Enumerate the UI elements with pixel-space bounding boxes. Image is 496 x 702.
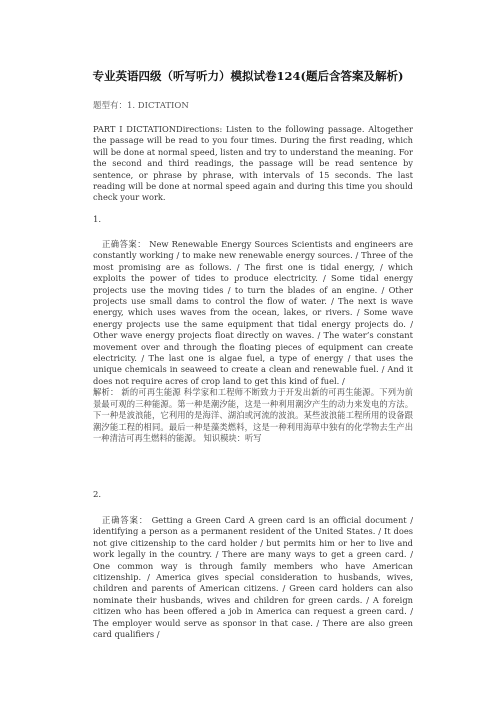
answer-label: 正确答案： — [102, 515, 149, 525]
question-2-number: 2. — [93, 490, 102, 500]
question-1-block — [93, 239, 413, 444]
document-title: 专业英语四级（听写听力）模拟试卷124(题后含答案及解析) — [92, 69, 404, 83]
analysis-text: 新的可再生能源 科学家和工程师不断致力于开发出新的可再生能源。下列为前景最可观的三种能源。第一种是潮汐能，这是一种利用潮汐产生的动力来发电的方法。下一种是波浪能，它利用的是海洋、湖泊或河流的波浪。某些波浪能工程所用的设备跟潮汐能工程的相同。最后一种是藻类燃料，这是一种利用海草中独有的化学物去生产出一种清洁可再生燃料的能源。 — [93, 387, 413, 443]
answer-text: New Renewable Energy Sources Scientists and engineers are constantly working / to make new renewable energy sources. / Three of the most promising are as follows. / The first one is tidal energy, / which exploits the power of tides to produce electricity. / Some tidal energy projects use the moving tides / to turn the blades of an engine. / Other projects use small dams to control the flow of water. / The next is wave energy, which uses waves from the ocean, lakes, or rivers. / Some wave energy projects use the same equipment that tidal energy projects do. / Other wave energy projects float directly on waves. / The water’s constant movement over and through the floating pieces of equipment can create electricity. / The last one is algae fuel, a type of energy / that uses the unique chemicals in seaweed to create a clean and renewable fuel. / And it does not require acres of crop land to get this kind of fuel. / — [93, 239, 413, 386]
question-2-block — [93, 515, 413, 640]
question-type-line: 题型有：1. DICTATION — [93, 101, 189, 111]
knowledge-module: 知识模块：听写 — [203, 432, 262, 443]
part1-directions: PART I DICTATIONDirections: Listen to the following passage. Altogether the passage will be read to you four times. During the first reading, which will be done at normal speed, listen and try to understand the meaning. For the second and third readings, the passage will be read sentence by sentence, or phrase by phrase, with intervals of 15 seconds. The last reading will be done at normal speed again and during this time you should check your work. — [93, 124, 413, 203]
answer-text: Getting a Green Card A green card is an official document / identifying a person as a permanent resident of the United States. / It does not give citizenship to the card holder / but permits him or her to live and work legally in the country. / There are many ways to get a green card. / One common way is through family members who have American citizenship. / America gives special consideration to husbands, wives, children and parents of American citizens. / Green card holders can also nominate their husbands, wives and children for green cards. / A foreign citizen who has been offered a job in America can request a green card. / The employer would serve as sponsor in that case. / There are also green card qualifiers / — [93, 515, 413, 640]
answer-label: 正确答案： — [102, 239, 147, 249]
question-1-number: 1. — [93, 215, 102, 225]
analysis-label: 解析： — [93, 387, 119, 398]
